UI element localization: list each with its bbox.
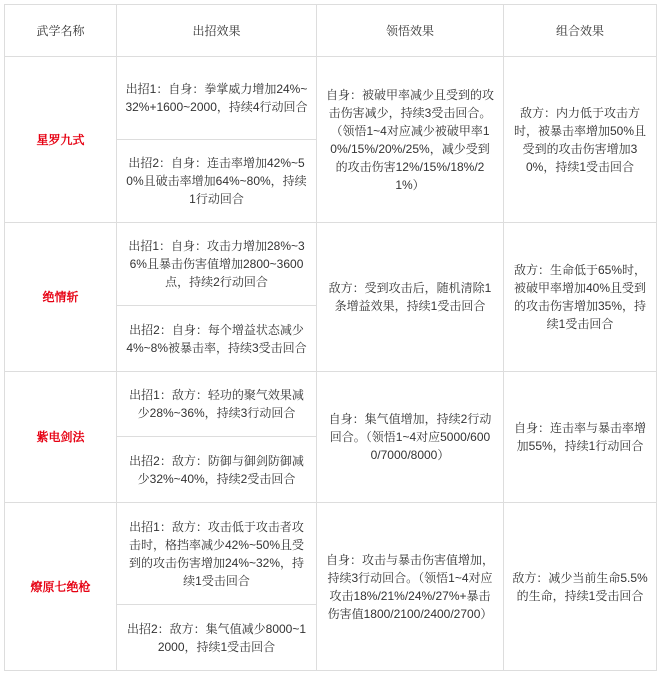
header-row [5,5,657,57]
insight-cell: 自身：攻击与暴击伤害值增加，持续3行动回合。（领悟1~4对应攻击18%/21%/24%/27%+暴击伤害值1800/2100/2400/2700） [317,503,504,671]
move-2-cell: 出招2：自身：每个增益状态减少4%~8%被暴击率，持续3受击回合 [117,306,317,372]
insight-cell: 自身：集气值增加，持续2行动回合。（领悟1~4对应5000/6000/7000/8000） [317,372,504,503]
skills-table [4,4,657,671]
combo-cell: 自身：连击率与暴击率增加55%，持续1行动回合 [504,372,657,503]
skill-name: 绝情斩 [5,223,117,372]
combo-cell: 敌方：减少当前生命5.5%的生命，持续1受击回合 [504,503,657,671]
move-1-cell: 出招1：敌方：攻击低于攻击者攻击时，格挡率减少42%~50%且受到的攻击伤害增加24%~32%，持续1受击回合 [117,503,317,605]
table-row [5,503,657,605]
move-1-cell: 出招1：自身：攻击力增加28%~36%且暴击伤害值增加2800~3600点，持续2行动回合 [117,223,317,306]
header-move: 出招效果 [117,5,317,57]
header-name: 武学名称 [5,5,117,57]
move-2-cell: 出招2：敌方：防御与御剑防御减少32%~40%，持续2受击回合 [117,437,317,503]
table-row [5,372,657,437]
insight-cell: 自身：被破甲率减少且受到的攻击伤害减少，持续3受击回合。（领悟1~4对应减少被破甲率10%/15%/20%/25%，减少受到的攻击伤害12%/15%/18%/21%） [317,57,504,223]
table-row [5,223,657,306]
move-2-cell: 出招2：敌方：集气值减少8000~12000，持续1受击回合 [117,605,317,671]
insight-cell: 敌方：受到攻击后，随机清除1条增益效果，持续1受击回合 [317,223,504,372]
header-combo: 组合效果 [504,5,657,57]
combo-cell: 敌方：内力低于攻击方时，被暴击率增加50%且受到的攻击伤害增加30%，持续1受击回合 [504,57,657,223]
skill-name: 紫电剑法 [5,372,117,503]
table-row [5,57,657,140]
move-1-cell: 出招1：自身：拳掌威力增加24%~32%+1600~2000，持续4行动回合 [117,57,317,140]
combo-cell: 敌方：生命低于65%时，被破甲率增加40%且受到的攻击伤害增加35%，持续1受击回合 [504,223,657,372]
move-1-cell: 出招1：敌方：轻功的聚气效果减少28%~36%，持续3行动回合 [117,372,317,437]
skill-name: 星罗九式 [5,57,117,223]
header-insight: 领悟效果 [317,5,504,57]
skill-name: 燎原七绝枪 [5,503,117,671]
move-2-cell: 出招2：自身：连击率增加42%~50%且破击率增加64%~80%，持续1行动回合 [117,140,317,223]
